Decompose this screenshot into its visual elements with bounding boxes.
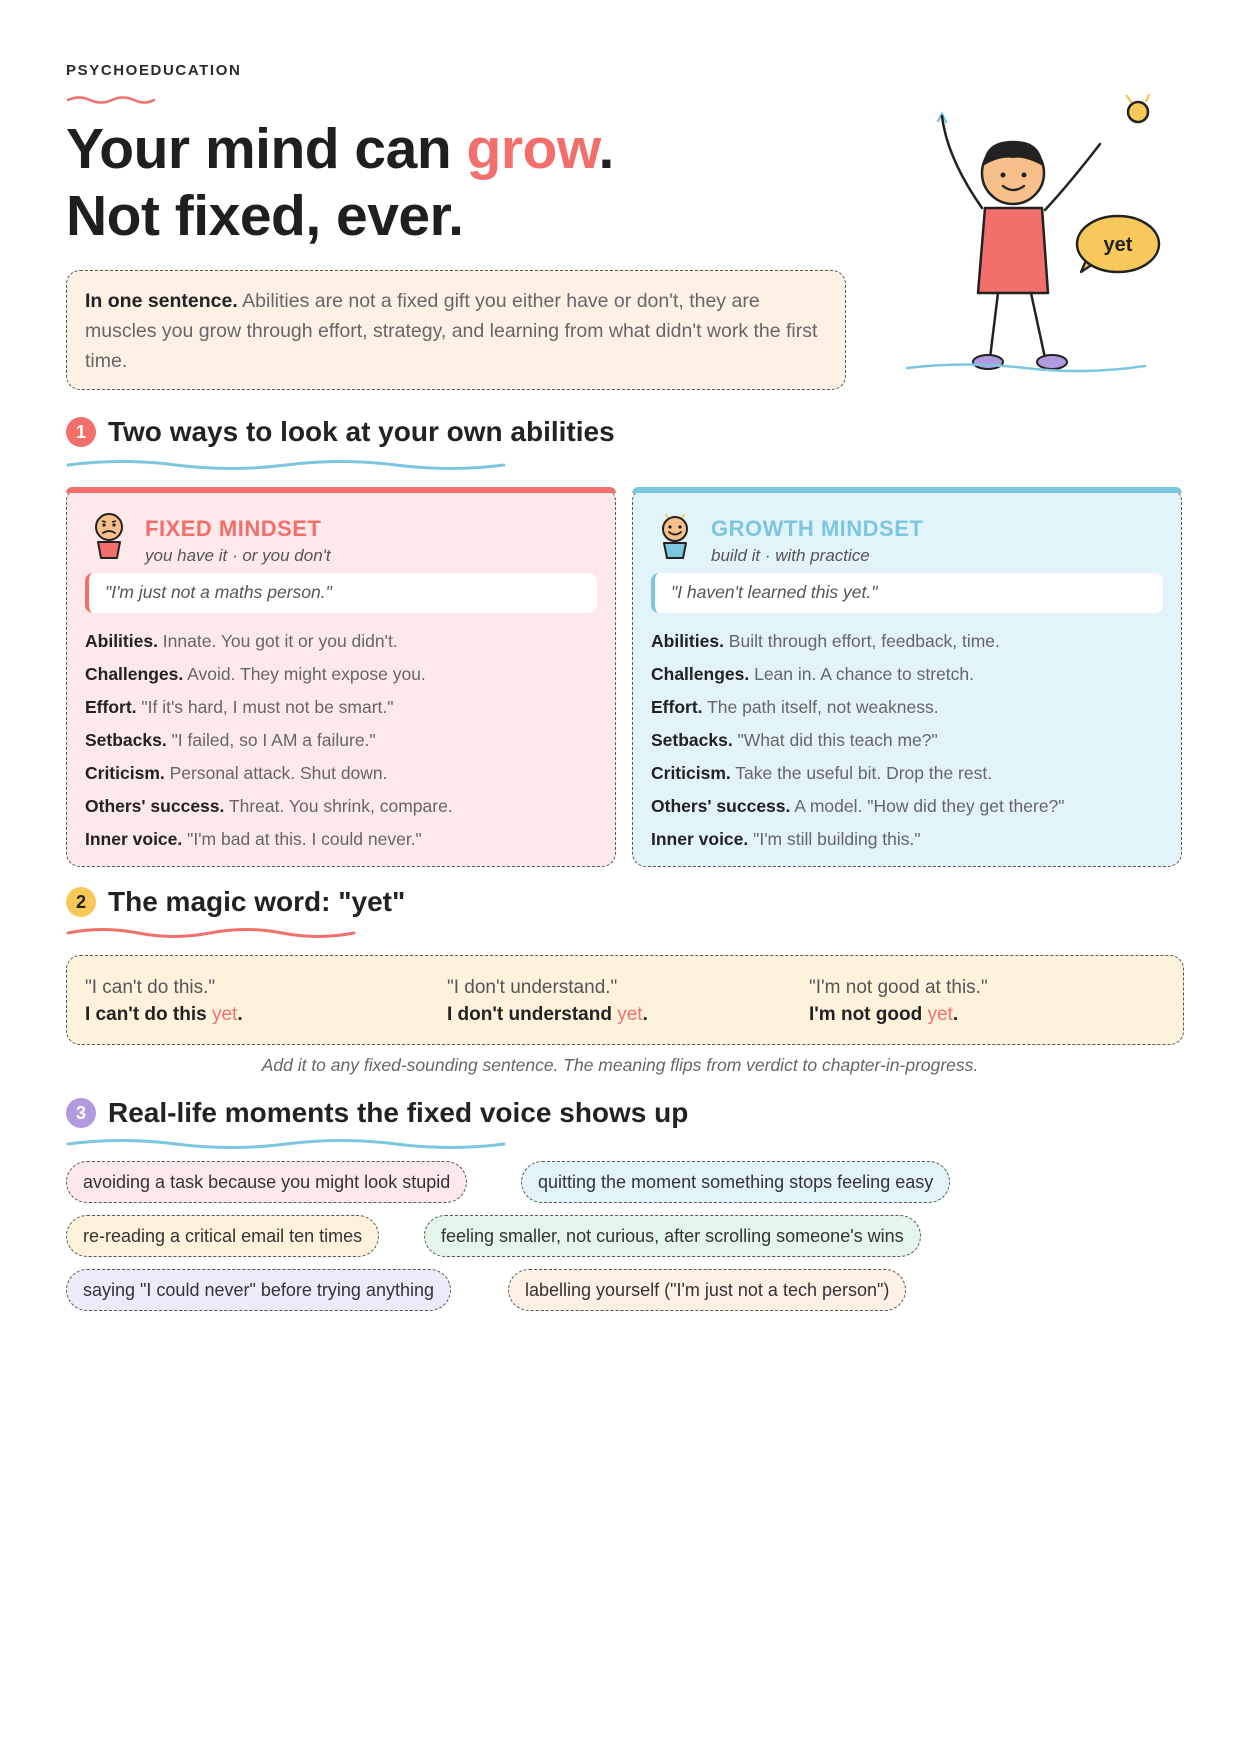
- growth-mindset-title: GROWTH MINDSET: [711, 516, 924, 541]
- frowning-face-icon: [93, 512, 125, 562]
- moment-pill: feeling smaller, not curious, after scrolling someone's wins: [424, 1215, 921, 1257]
- fixed-mindset-subtitle: you have it · or you don't: [145, 546, 331, 565]
- yet-example-1: "I can't do this." I can't do this yet.: [85, 977, 243, 1025]
- fixed-row-inner-voice: Inner voice. "I'm bad at this. I could never.": [85, 829, 422, 849]
- fixed-row-setbacks: Setbacks. "I failed, so I AM a failure.": [85, 730, 376, 750]
- growth-row-inner-voice: Inner voice. "I'm still building this.": [651, 829, 921, 849]
- growth-row-criticism: Criticism. Take the useful bit. Drop the rest.: [651, 763, 993, 783]
- section-2-squiggle: [66, 926, 356, 940]
- growth-row-others-success: Others' success. A model. "How did they get there?": [651, 796, 1065, 816]
- section-1-number: 1: [66, 417, 96, 447]
- section-3-title: Real-life moments the fixed voice shows up: [108, 1097, 689, 1128]
- growth-mindset-card: [632, 487, 1182, 867]
- growth-row-challenges: Challenges. Lean in. A chance to stretch.: [651, 664, 974, 684]
- kicker-squiggle: [66, 94, 156, 106]
- fixed-mindset-title: FIXED MINDSET: [145, 516, 322, 541]
- fixed-mindset-quote: "I'm just not a maths person.": [85, 573, 597, 613]
- section-1-squiggle: [66, 458, 506, 472]
- moment-pill: re-reading a critical email ten times: [66, 1215, 379, 1257]
- summary-lead: In one sentence.: [85, 290, 238, 312]
- section-3-heading: [66, 1097, 688, 1129]
- fixed-row-effort: Effort. "If it's hard, I must not be smart.": [85, 697, 394, 717]
- section-3-squiggle: [66, 1137, 506, 1151]
- section-1-title: Two ways to look at your own abilities: [108, 416, 615, 447]
- section-3-number: 3: [66, 1098, 96, 1128]
- summary-box: [66, 270, 846, 390]
- yet-example-3: "I'm not good at this." I'm not good yet.: [809, 977, 988, 1025]
- growth-mindset-rows: [651, 625, 1171, 856]
- section-2-heading: [66, 886, 405, 918]
- fixed-row-criticism: Criticism. Personal attack. Shut down.: [85, 763, 388, 783]
- fixed-mindset-card: [66, 487, 616, 867]
- moment-pill: avoiding a task because you might look stupid: [66, 1161, 467, 1203]
- smiling-face-icon: [659, 512, 691, 562]
- section-1-heading: [66, 416, 615, 448]
- stick-figure-illustration: [905, 78, 1185, 398]
- page-title: Your mind can grow. Not fixed, ever.: [66, 117, 614, 248]
- speech-bubble-text: yet: [1103, 234, 1133, 256]
- fixed-mindset-rows: [85, 625, 605, 856]
- growth-row-setbacks: Setbacks. "What did this teach me?": [651, 730, 938, 750]
- kicker-label: PSYCHOEDUCATION: [66, 62, 242, 79]
- growth-mindset-subtitle: build it · with practice: [711, 546, 870, 565]
- fixed-row-others-success: Others' success. Threat. You shrink, compare.: [85, 796, 453, 816]
- moment-pill: quitting the moment something stops feeling easy: [521, 1161, 950, 1203]
- summary-text: Abilities are not a fixed gift you either have or don't, they are muscles you grow through effort, strategy, and learning from what didn't work the first time.: [85, 290, 818, 372]
- growth-row-abilities: Abilities. Built through effort, feedback, time.: [651, 631, 1000, 651]
- moment-pill: labelling yourself ("I'm just not a tech person"): [508, 1269, 906, 1311]
- fixed-row-abilities: Abilities. Innate. You got it or you didn't.: [85, 631, 398, 651]
- fixed-row-challenges: Challenges. Avoid. They might expose you.: [85, 664, 426, 684]
- section-2-number: 2: [66, 887, 96, 917]
- growth-row-effort: Effort. The path itself, not weakness.: [651, 697, 939, 717]
- growth-mindset-quote: "I haven't learned this yet.": [651, 573, 1163, 613]
- title-accent: grow: [466, 117, 599, 181]
- yet-example-2: "I don't understand." I don't understand yet.: [447, 977, 648, 1025]
- yet-examples-box: [66, 955, 1184, 1045]
- section-2-title: The magic word: "yet": [108, 886, 406, 917]
- moment-pill: saying "I could never" before trying anything: [66, 1269, 451, 1311]
- yet-caption: Add it to any fixed-sounding sentence. The meaning flips from verdict to chapter-in-progress.: [261, 1055, 979, 1075]
